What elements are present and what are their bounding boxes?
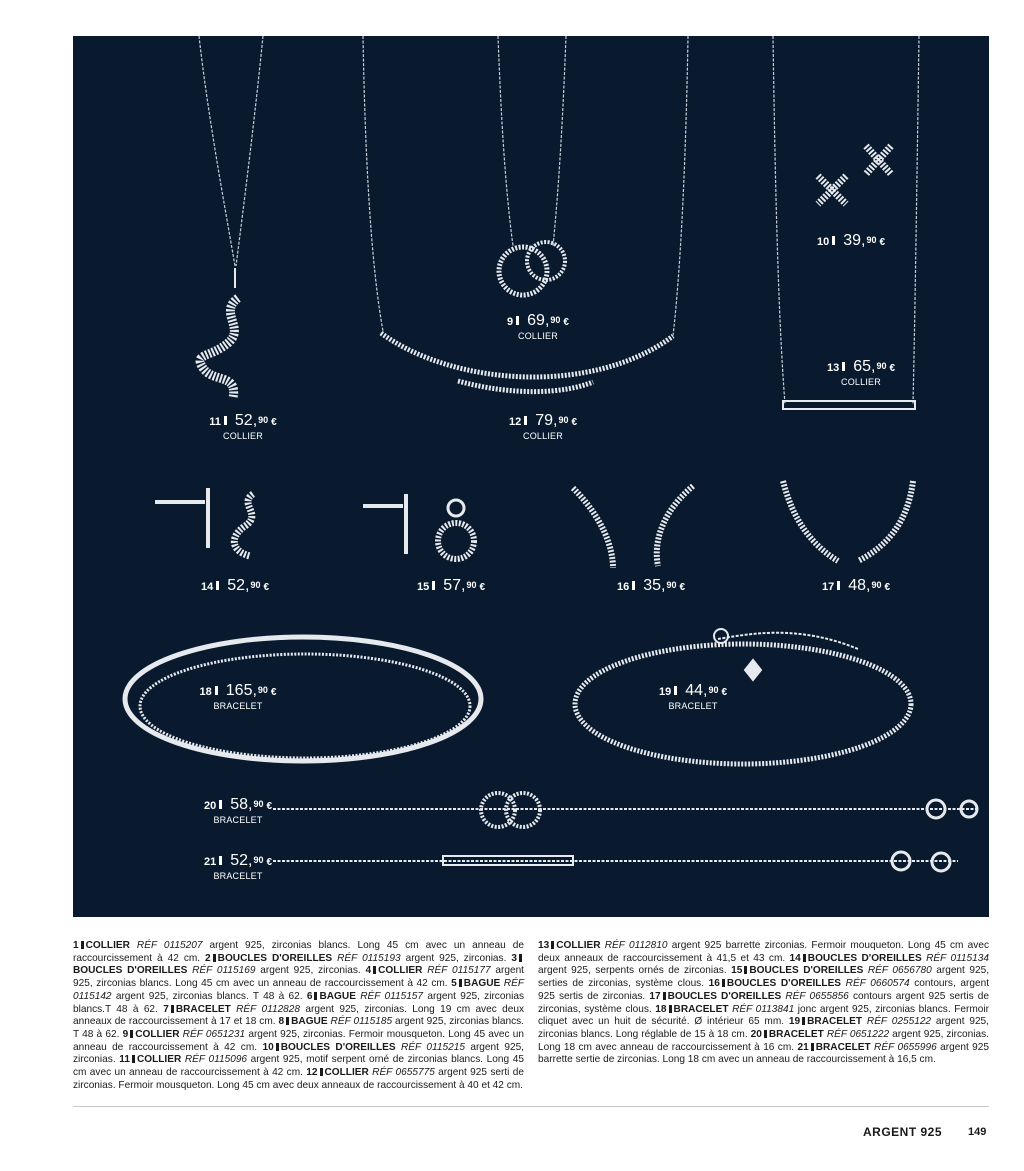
earring-14-right (234, 494, 253, 556)
separator-mark (171, 1005, 174, 1013)
item-ref: RÉF 0651231 (179, 1028, 246, 1040)
separator-mark (764, 1030, 767, 1038)
item-ref: RÉF 0115157 (355, 990, 424, 1002)
jewelry-illustration (73, 36, 989, 917)
item-number: 21 (797, 1041, 809, 1053)
separator-mark (132, 1055, 135, 1063)
item-number: 19 (788, 1016, 801, 1028)
description-column-right (538, 940, 989, 1067)
item-ref: RÉF 0115134 (921, 952, 990, 964)
item-title: BOUCLES D'OREILLES (280, 1041, 396, 1053)
item-number: 17 (649, 990, 661, 1002)
item-text: jonc argent 925, zirconias blancs. Fermoir cliquet avec un huit de sécurité. Ø intérieur 65 mm. (538, 1003, 989, 1028)
item-ref: RÉF 0655996 (870, 1041, 937, 1053)
item-ref: RÉF 0115169 (187, 965, 256, 977)
item-text: argent 925, zirconias. Fermoir mousqueton. Long 45 avec un anneau de raccourcissement à 42 cm. (73, 1028, 524, 1053)
item-title: COLLIER (135, 1028, 180, 1040)
chain-9-right (553, 36, 566, 246)
chain-11-right (236, 36, 263, 266)
item-number: 7 (163, 1003, 169, 1015)
item-title: BRACELET (673, 1003, 729, 1015)
item-ref: RÉF 0115177 (422, 965, 491, 977)
item-ref: RÉF 0655775 (368, 1067, 435, 1079)
price-21: 21 52, 90 € BRACELET (203, 852, 273, 881)
circles-pendant-9 (499, 247, 547, 295)
price-12: 12 79, 90 € COLLIER (508, 412, 578, 441)
item-ref: RÉF 0113841 (728, 1003, 795, 1015)
item-title: BOUCLES D'OREILLES (217, 952, 333, 964)
item-ref: RÉF 0112828 (230, 1003, 301, 1015)
item-title: BOUCLES D'OREILLES (726, 978, 842, 990)
separator-mark (744, 966, 747, 974)
item-number: 5 (451, 978, 457, 990)
separator-mark (459, 979, 462, 987)
item-text: argent 925, zirconias blancs. T 48 à 62. (73, 1016, 524, 1040)
item-number: 2 (205, 952, 211, 964)
earring-14-left (155, 488, 208, 548)
item-text: argent 925, motif serpent orné de zirconias blancs. Long 45 cm avec un anneau de raccourcissement à 42 cm. (73, 1054, 524, 1079)
item-title: BRACELET (815, 1041, 871, 1053)
earring-15-left (363, 494, 406, 554)
item-text: argent 925 barrette zirconias. Fermoir mouqueton. Long 45 cm avec deux anneaux de raccourcissement à 41,5 et 43 cm. (538, 940, 989, 964)
item-number: 11 (119, 1054, 130, 1066)
item-number: 10 (262, 1041, 274, 1053)
jewelry-photo (73, 36, 989, 917)
item-text: argent 925, zirconias blancs. Long réglable de 15 à 18 cm. (538, 1016, 989, 1040)
item-ref: RÉF 0656780 (863, 965, 932, 977)
separator-mark (803, 954, 806, 962)
item-number: 13 (538, 940, 550, 951)
footer-divider (73, 1106, 989, 1107)
separator-mark (81, 941, 84, 949)
price-11: 11 52, 90 € COLLIER (209, 412, 277, 441)
page-number: 149 (968, 1126, 987, 1138)
item-ref: RÉF 0115215 (395, 1041, 465, 1053)
separator-mark (130, 1030, 133, 1038)
price-13: 13 65, 90 € COLLIER (826, 358, 896, 387)
item-ref: RÉF 0115096 (181, 1054, 248, 1066)
price-9: 9 69, 90 € COLLIER (507, 312, 569, 341)
separator-mark (722, 979, 725, 987)
separator-mark (551, 941, 554, 949)
separator-mark (519, 954, 522, 962)
item-ref: RÉF 0655856 (781, 990, 849, 1002)
item-number: 1 (73, 940, 79, 951)
item-number: 16 (708, 978, 720, 990)
item-text: argent 925, zirconias blancs. Long 45 cm avec un anneau de raccourcissement à 42 cm. (73, 940, 524, 964)
price-18: 18 165, 90 € BRACELET (199, 682, 277, 711)
item-number: 18 (655, 1003, 667, 1015)
item-ref: RÉF 0115142 (73, 978, 524, 1002)
separator-mark (276, 1043, 279, 1051)
item-ref: RÉF 0255122 (862, 1016, 932, 1028)
item-title: BOUCLES D'OREILLES (807, 952, 922, 964)
item-ref: RÉF 0660574 (841, 978, 910, 990)
description-item (205, 953, 511, 964)
price-17: 17 48, 90 € (821, 577, 891, 594)
chain-13-left (773, 36, 785, 404)
item-ref: RÉF 0112810 (600, 940, 668, 951)
item-text: argent 925, zirconias. Long 18 cm avec anneau de raccourcissement à 16 cm. (538, 1028, 989, 1053)
separator-mark (802, 1017, 805, 1025)
price-15: 15 57, 90 € (416, 577, 486, 594)
item-text: argent 925, serpents ornés de zirconias. (538, 965, 732, 977)
separator-mark (811, 1043, 814, 1051)
item-title: BAGUE (319, 990, 356, 1002)
description-column-left (73, 940, 524, 1092)
price-14: 14 52, 90 € (200, 577, 270, 594)
item-number: 15 (731, 965, 743, 977)
earring-16-right (657, 486, 693, 566)
item-text: contours argent 925 sertis de zirconias, système clous. (538, 990, 989, 1015)
item-title: BOUCLES D'OREILLES (73, 965, 188, 977)
item-text: argent 925, zirconias. Long 19 cm avec deux anneaux de raccourcissement à 17 et 18 cm. (73, 1003, 524, 1028)
chain-12-left (363, 36, 383, 331)
item-number: 6 (306, 990, 313, 1002)
item-text: contours, argent 925 sertis de zirconias. (538, 978, 989, 1002)
item-title: COLLIER (556, 940, 601, 951)
item-text: argent 925, zirconias blancs. Long 45 cm avec un anneau de raccourcissement à 42 cm. (73, 965, 524, 990)
item-title: BAGUE (291, 1016, 328, 1028)
price-16: 16 35, 90 € (616, 577, 686, 594)
item-text: argent 925, zirconias blancs. T 48 à 62. (111, 990, 307, 1002)
chain-12-right (673, 36, 688, 336)
item-number: 12 (306, 1067, 318, 1079)
item-text: argent 925, zirconias blancs.T 48 à 62. (73, 990, 524, 1015)
chain-9-left (498, 36, 513, 246)
separator-mark (314, 992, 317, 1000)
price-19: 19 44, 90 € BRACELET (658, 682, 728, 711)
section-title: ARGENT 925 (863, 1125, 943, 1139)
earring-15-right (438, 523, 474, 559)
item-title: COLLIER (324, 1067, 369, 1079)
item-title: BRACELET (807, 1016, 863, 1028)
separator-mark (320, 1068, 323, 1076)
item-title: COLLIER (85, 940, 130, 951)
item-text: argent 925, zirconias. (400, 952, 512, 964)
item-ref: RÉF 0115207 (129, 940, 203, 951)
snake-pendant-11 (200, 298, 238, 398)
earring-17-right (858, 481, 913, 561)
separator-mark (669, 1005, 672, 1013)
item-title: COLLIER (136, 1054, 182, 1066)
item-title: BOUCLES D'OREILLES (749, 965, 864, 977)
x-earrings-10 (818, 146, 891, 204)
earring-17-left (783, 481, 838, 561)
item-title: BAGUE (463, 978, 501, 990)
separator-mark (373, 966, 376, 974)
item-title: BOUCLES D'OREILLES (667, 990, 782, 1002)
item-title: BRACELET (768, 1028, 824, 1040)
chain-13-right (913, 36, 919, 404)
item-ref: RÉF 0115193 (332, 952, 401, 964)
separator-mark (286, 1017, 289, 1025)
item-number: 14 (789, 952, 801, 964)
item-text: argent 925 serti de zirconias. Fermoir mousqueton. Long 45 cm avec deux anneaux de raccourcissement à 40 et 42 cm. (73, 1067, 524, 1091)
separator-mark (213, 954, 216, 962)
item-number: 4 (365, 965, 372, 977)
item-ref: RÉF 0115185 (327, 1016, 393, 1028)
item-text: argent 925, serties de zirconias, système clous. (538, 965, 989, 990)
price-10: 10 39, 90 € (816, 232, 886, 249)
price-20: 20 58, 90 € BRACELET (203, 796, 273, 825)
item-number: 3 (511, 952, 517, 964)
item-text: argent 925, zirconias. (255, 965, 366, 977)
item-number: 8 (278, 1016, 285, 1028)
bar-13 (783, 401, 915, 409)
item-number: 20 (750, 1028, 762, 1040)
chain-11-left (199, 36, 235, 266)
item-text: argent 925, zirconias. (73, 1041, 524, 1066)
item-ref: RÉF 0651222 (823, 1028, 890, 1040)
item-text: argent 925 barrette sertie de zirconias. Long 18 cm avec un anneau de raccourcissement à 16,5 cm. (538, 1041, 990, 1066)
separator-mark (663, 992, 666, 1000)
item-title: COLLIER (378, 965, 423, 977)
item-number: 9 (122, 1028, 129, 1040)
item-title: BRACELET (175, 1003, 231, 1015)
earring-16-left (573, 488, 613, 568)
